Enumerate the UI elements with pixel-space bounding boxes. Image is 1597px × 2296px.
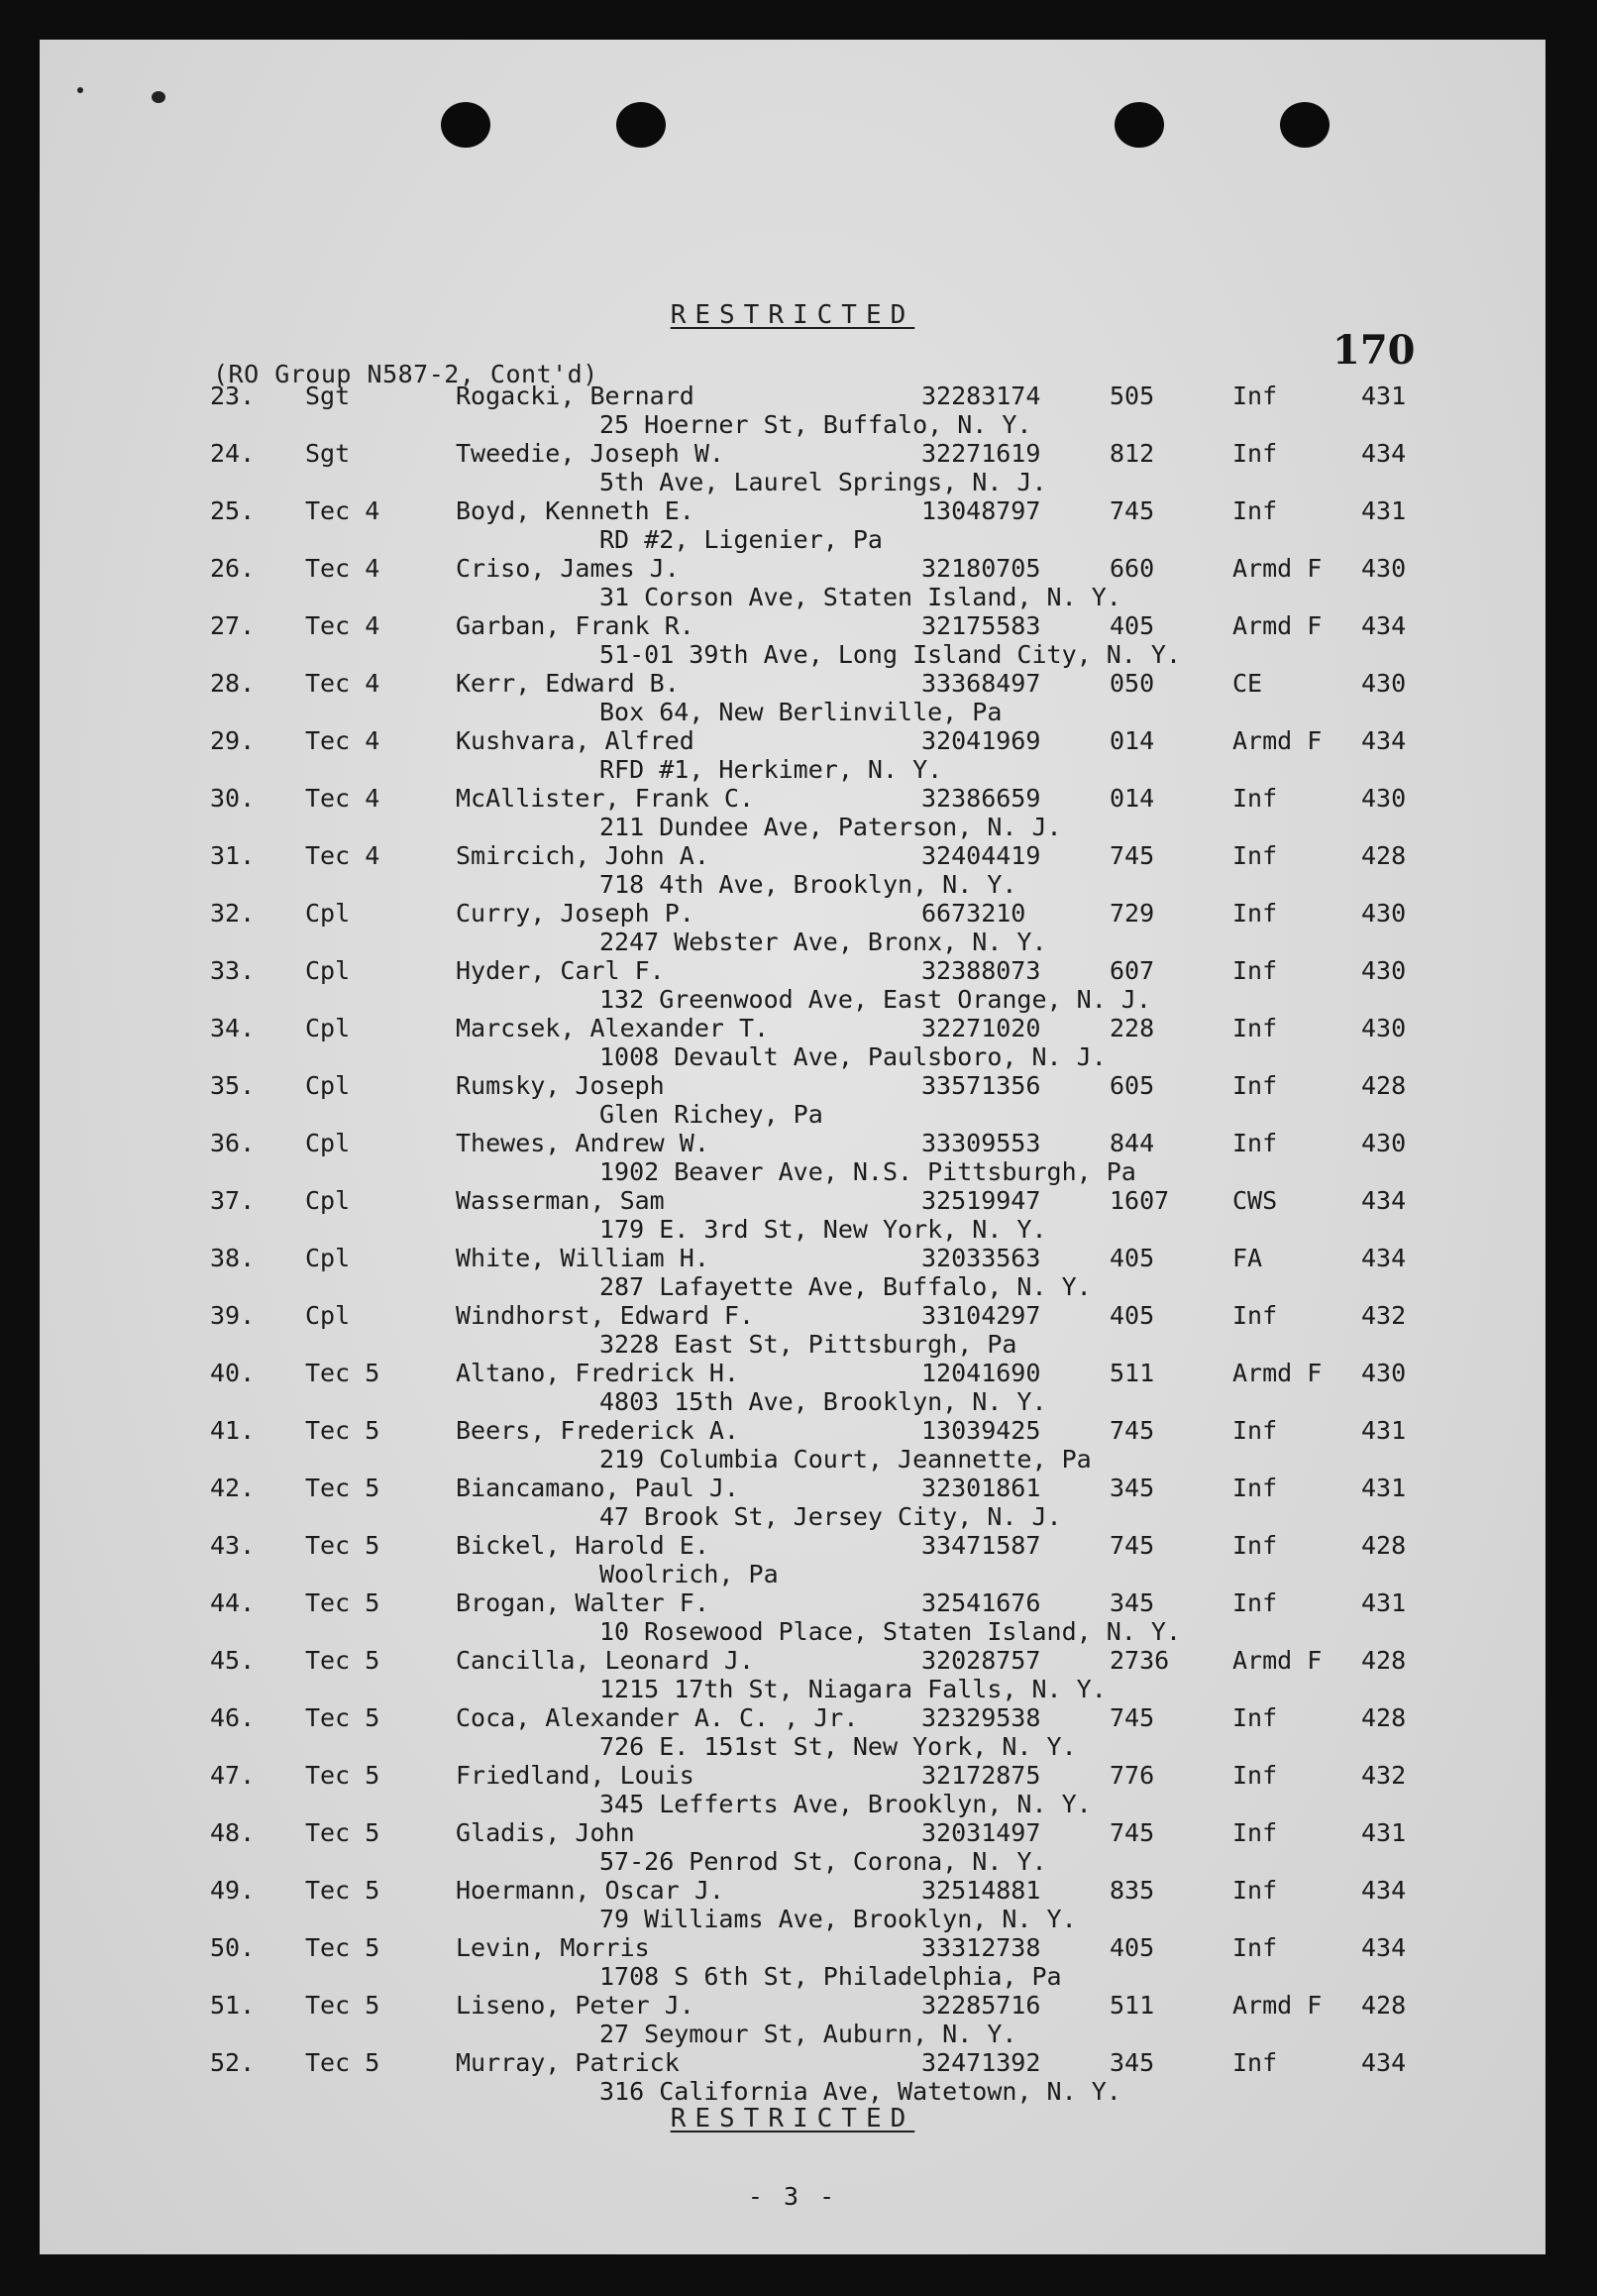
record-row [40, 382, 1545, 439]
address: 211 Dundee Ave, Paterson, N. J. [599, 813, 1062, 841]
record-number: 41. [210, 1416, 256, 1445]
record-number: 27. [210, 611, 256, 640]
arm-of-service: Armd F [1232, 611, 1323, 640]
address: 132 Greenwood Ave, East Orange, N. J. [599, 985, 1151, 1014]
name: Beers, Frederick A. [456, 1416, 739, 1445]
serial-number: 32285716 [921, 1991, 1041, 2020]
serial-number: 33368497 [921, 669, 1041, 698]
rank: Tec 4 [305, 784, 380, 813]
group-number: 431 [1361, 1588, 1407, 1617]
arm-of-service: Inf [1232, 1531, 1278, 1560]
group-number: 431 [1361, 382, 1407, 410]
rank: Tec 4 [305, 726, 380, 755]
arm-of-service: Inf [1232, 382, 1278, 410]
rank: Tec 5 [305, 1761, 380, 1790]
record-row [40, 1474, 1545, 1531]
specialty-code: 776 [1110, 1761, 1155, 1790]
document-page [40, 40, 1545, 2254]
classification-footer: RESTRICTED [670, 2104, 915, 2133]
address: 31 Corson Ave, Staten Island, N. Y. [599, 583, 1121, 611]
record-row [40, 1933, 1545, 1991]
specialty-code: 745 [1110, 1703, 1155, 1732]
rank: Cpl [305, 1129, 351, 1157]
rank: Tec 5 [305, 1933, 380, 1962]
rank: Tec 5 [305, 1876, 380, 1905]
address: 718 4th Ave, Brooklyn, N. Y. [599, 870, 1017, 899]
group-number: 430 [1361, 1129, 1407, 1157]
specialty-code: 405 [1110, 1244, 1155, 1272]
name: Garban, Frank R. [456, 611, 694, 640]
rank: Sgt [305, 439, 351, 468]
name: Hyder, Carl F. [456, 956, 665, 985]
serial-number: 13048797 [921, 496, 1041, 525]
group-number: 430 [1361, 956, 1407, 985]
group-number: 431 [1361, 1474, 1407, 1502]
punch-hole [1280, 102, 1330, 148]
arm-of-service: Inf [1232, 1876, 1278, 1905]
rank: Tec 5 [305, 1359, 380, 1387]
serial-number: 33104297 [921, 1301, 1041, 1330]
name: Boyd, Kenneth E. [456, 496, 694, 525]
address: Glen Richey, Pa [599, 1100, 823, 1129]
record-row [40, 554, 1545, 611]
record-row [40, 841, 1545, 899]
serial-number: 32386659 [921, 784, 1041, 813]
serial-number: 12041690 [921, 1359, 1041, 1387]
group-number: 432 [1361, 1761, 1407, 1790]
address: 179 E. 3rd St, New York, N. Y. [599, 1215, 1047, 1244]
address: 2247 Webster Ave, Bronx, N. Y. [599, 928, 1047, 956]
address: RFD #1, Herkimer, N. Y. [599, 755, 943, 784]
group-heading: (RO Group N587-2, Cont'd) [213, 360, 598, 388]
arm-of-service: Inf [1232, 1071, 1278, 1100]
record-number: 48. [210, 1818, 256, 1847]
rank: Tec 4 [305, 496, 380, 525]
record-number: 40. [210, 1359, 256, 1387]
group-number: 430 [1361, 899, 1407, 928]
record-row [40, 2048, 1545, 2106]
address: Box 64, New Berlinville, Pa [599, 698, 1003, 726]
rank: Tec 4 [305, 611, 380, 640]
record-number: 23. [210, 382, 256, 410]
record-row [40, 1301, 1545, 1359]
group-number: 428 [1361, 1646, 1407, 1675]
arm-of-service: Inf [1232, 1818, 1278, 1847]
rank: Cpl [305, 1301, 351, 1330]
address: 79 Williams Ave, Brooklyn, N. Y. [599, 1905, 1077, 1933]
serial-number: 32283174 [921, 382, 1041, 410]
name: Thewes, Andrew W. [456, 1129, 709, 1157]
record-number: 29. [210, 726, 256, 755]
arm-of-service: Armd F [1232, 1359, 1323, 1387]
name: Gladis, John [456, 1818, 635, 1847]
rank: Tec 5 [305, 1991, 380, 2020]
arm-of-service: Inf [1232, 1933, 1278, 1962]
arm-of-service: Inf [1232, 2048, 1278, 2077]
rank: Tec 4 [305, 554, 380, 583]
punch-hole [441, 102, 490, 148]
specialty-code: 607 [1110, 956, 1155, 985]
record-number: 51. [210, 1991, 256, 2020]
name: Coca, Alexander A. C. , Jr. [456, 1703, 859, 1732]
record-row [40, 1244, 1545, 1301]
group-number: 431 [1361, 496, 1407, 525]
address: 219 Columbia Court, Jeannette, Pa [599, 1445, 1092, 1474]
serial-number: 32041969 [921, 726, 1041, 755]
record-number: 52. [210, 2048, 256, 2077]
specialty-code: 345 [1110, 1474, 1155, 1502]
arm-of-service: CWS [1232, 1186, 1278, 1215]
specialty-code: 745 [1110, 496, 1155, 525]
ink-speck [152, 91, 165, 103]
record-number: 25. [210, 496, 256, 525]
serial-number: 32172875 [921, 1761, 1041, 1790]
address: 726 E. 151st St, New York, N. Y. [599, 1732, 1077, 1761]
serial-number: 32471392 [921, 2048, 1041, 2077]
record-number: 33. [210, 956, 256, 985]
record-row [40, 669, 1545, 726]
serial-number: 32180705 [921, 554, 1041, 583]
serial-number: 6673210 [921, 899, 1026, 928]
specialty-code: 844 [1110, 1129, 1155, 1157]
name: Friedland, Louis [456, 1761, 694, 1790]
serial-number: 32329538 [921, 1703, 1041, 1732]
group-number: 434 [1361, 726, 1407, 755]
serial-number: 32175583 [921, 611, 1041, 640]
record-row [40, 1359, 1545, 1416]
name: White, William H. [456, 1244, 709, 1272]
name: Kushvara, Alfred [456, 726, 694, 755]
rank: Cpl [305, 956, 351, 985]
serial-number: 33471587 [921, 1531, 1041, 1560]
address: 1008 Devault Ave, Paulsboro, N. J. [599, 1042, 1107, 1071]
group-number: 430 [1361, 784, 1407, 813]
record-number: 35. [210, 1071, 256, 1100]
serial-number: 32514881 [921, 1876, 1041, 1905]
group-number: 434 [1361, 611, 1407, 640]
group-number: 434 [1361, 1244, 1407, 1272]
specialty-code: 745 [1110, 1416, 1155, 1445]
record-row [40, 726, 1545, 784]
serial-number: 32028757 [921, 1646, 1041, 1675]
group-number: 434 [1361, 439, 1407, 468]
arm-of-service: Armd F [1232, 554, 1323, 583]
name: Hoermann, Oscar J. [456, 1876, 724, 1905]
rank: Sgt [305, 382, 351, 410]
rank: Tec 5 [305, 1818, 380, 1847]
record-row [40, 1876, 1545, 1933]
specialty-code: 605 [1110, 1071, 1155, 1100]
name: Liseno, Peter J. [456, 1991, 694, 2020]
record-number: 42. [210, 1474, 256, 1502]
arm-of-service: Inf [1232, 841, 1278, 870]
address: 5th Ave, Laurel Springs, N. J. [599, 468, 1047, 496]
address: 51-01 39th Ave, Long Island City, N. Y. [599, 640, 1181, 669]
name: Windhorst, Edward F. [456, 1301, 755, 1330]
specialty-code: 1607 [1110, 1186, 1170, 1215]
arm-of-service: Inf [1232, 439, 1278, 468]
record-row [40, 1761, 1545, 1818]
serial-number: 33309553 [921, 1129, 1041, 1157]
group-number: 434 [1361, 2048, 1407, 2077]
rank: Tec 5 [305, 2048, 380, 2077]
footer-page-number: - 3 - [747, 2182, 838, 2211]
record-number: 28. [210, 669, 256, 698]
arm-of-service: Armd F [1232, 726, 1323, 755]
record-row [40, 611, 1545, 669]
serial-number: 32541676 [921, 1588, 1041, 1617]
address: 57-26 Penrod St, Corona, N. Y. [599, 1847, 1047, 1876]
specialty-code: 345 [1110, 1588, 1155, 1617]
record-number: 47. [210, 1761, 256, 1790]
serial-number: 32519947 [921, 1186, 1041, 1215]
address: 316 California Ave, Watetown, N. Y. [599, 2077, 1121, 2106]
record-number: 49. [210, 1876, 256, 1905]
record-row [40, 1588, 1545, 1646]
arm-of-service: Inf [1232, 496, 1278, 525]
group-number: 430 [1361, 1359, 1407, 1387]
group-number: 434 [1361, 1933, 1407, 1962]
record-number: 24. [210, 439, 256, 468]
record-row [40, 1071, 1545, 1129]
address: 47 Brook St, Jersey City, N. J. [599, 1502, 1062, 1531]
specialty-code: 660 [1110, 554, 1155, 583]
address: 1215 17th St, Niagara Falls, N. Y. [599, 1675, 1107, 1703]
address: 3228 East St, Pittsburgh, Pa [599, 1330, 1017, 1359]
serial-number: 32033563 [921, 1244, 1041, 1272]
record-number: 44. [210, 1588, 256, 1617]
specialty-code: 405 [1110, 611, 1155, 640]
record-number: 45. [210, 1646, 256, 1675]
address: Woolrich, Pa [599, 1560, 779, 1588]
arm-of-service: Inf [1232, 784, 1278, 813]
record-row [40, 496, 1545, 554]
arm-of-service: Inf [1232, 1301, 1278, 1330]
arm-of-service: Inf [1232, 956, 1278, 985]
specialty-code: 2736 [1110, 1646, 1170, 1675]
serial-number: 33312738 [921, 1933, 1041, 1962]
rank: Tec 5 [305, 1474, 380, 1502]
record-row [40, 1186, 1545, 1244]
record-number: 37. [210, 1186, 256, 1215]
address: 1708 S 6th St, Philadelphia, Pa [599, 1962, 1062, 1991]
rank: Tec 4 [305, 841, 380, 870]
record-row [40, 899, 1545, 956]
arm-of-service: Inf [1232, 1588, 1278, 1617]
record-row [40, 439, 1545, 496]
arm-of-service: Armd F [1232, 1991, 1323, 2020]
specialty-code: 014 [1110, 726, 1155, 755]
name: Marcsek, Alexander T. [456, 1014, 770, 1042]
rank: Cpl [305, 899, 351, 928]
record-row [40, 1416, 1545, 1474]
specialty-code: 050 [1110, 669, 1155, 698]
specialty-code: 014 [1110, 784, 1155, 813]
group-number: 428 [1361, 1531, 1407, 1560]
group-number: 430 [1361, 554, 1407, 583]
punch-hole [1115, 102, 1164, 148]
classification-header: RESTRICTED [670, 300, 915, 330]
address: 345 Lefferts Ave, Brooklyn, N. Y. [599, 1790, 1092, 1818]
serial-number: 32031497 [921, 1818, 1041, 1847]
group-number: 434 [1361, 1186, 1407, 1215]
rank: Tec 5 [305, 1588, 380, 1617]
name: Tweedie, Joseph W. [456, 439, 724, 468]
name: Cancilla, Leonard J. [456, 1646, 755, 1675]
arm-of-service: CE [1232, 669, 1263, 698]
arm-of-service: Inf [1232, 899, 1278, 928]
record-row [40, 1014, 1545, 1071]
group-number: 428 [1361, 841, 1407, 870]
specialty-code: 745 [1110, 841, 1155, 870]
address: RD #2, Ligenier, Pa [599, 525, 883, 554]
group-number: 430 [1361, 1014, 1407, 1042]
arm-of-service: Armd F [1232, 1646, 1323, 1675]
record-number: 34. [210, 1014, 256, 1042]
name: McAllister, Frank C. [456, 784, 755, 813]
name: Biancamano, Paul J. [456, 1474, 739, 1502]
specialty-code: 511 [1110, 1991, 1155, 2020]
specialty-code: 729 [1110, 899, 1155, 928]
rank: Tec 4 [305, 669, 380, 698]
serial-number: 32271020 [921, 1014, 1041, 1042]
specialty-code: 228 [1110, 1014, 1155, 1042]
name: Brogan, Walter F. [456, 1588, 709, 1617]
record-row [40, 1129, 1545, 1186]
group-number: 430 [1361, 669, 1407, 698]
group-number: 432 [1361, 1301, 1407, 1330]
arm-of-service: Inf [1232, 1703, 1278, 1732]
arm-of-service: Inf [1232, 1014, 1278, 1042]
arm-of-service: Inf [1232, 1129, 1278, 1157]
name: Murray, Patrick [456, 2048, 680, 2077]
serial-number: 33571356 [921, 1071, 1041, 1100]
serial-number: 32271619 [921, 439, 1041, 468]
group-number: 431 [1361, 1818, 1407, 1847]
record-number: 32. [210, 899, 256, 928]
name: Wasserman, Sam [456, 1186, 665, 1215]
record-number: 36. [210, 1129, 256, 1157]
group-number: 428 [1361, 1991, 1407, 2020]
arm-of-service: Inf [1232, 1474, 1278, 1502]
address: 4803 15th Ave, Brooklyn, N. Y. [599, 1387, 1047, 1416]
group-number: 434 [1361, 1876, 1407, 1905]
record-row [40, 956, 1545, 1014]
page-number: 170 [1332, 327, 1416, 374]
name: Altano, Fredrick H. [456, 1359, 739, 1387]
rank: Cpl [305, 1014, 351, 1042]
serial-number: 32404419 [921, 841, 1041, 870]
record-row [40, 784, 1545, 841]
specialty-code: 745 [1110, 1531, 1155, 1560]
specialty-code: 405 [1110, 1933, 1155, 1962]
record-number: 39. [210, 1301, 256, 1330]
serial-number: 32388073 [921, 956, 1041, 985]
specialty-code: 835 [1110, 1876, 1155, 1905]
address: 1902 Beaver Ave, N.S. Pittsburgh, Pa [599, 1157, 1136, 1186]
name: Rumsky, Joseph [456, 1071, 665, 1100]
address: 25 Hoerner St, Buffalo, N. Y. [599, 410, 1032, 439]
name: Rogacki, Bernard [456, 382, 694, 410]
address: 287 Lafayette Ave, Buffalo, N. Y. [599, 1272, 1092, 1301]
rank: Tec 5 [305, 1646, 380, 1675]
record-row [40, 1991, 1545, 2048]
specialty-code: 745 [1110, 1818, 1155, 1847]
rank: Tec 5 [305, 1703, 380, 1732]
record-row [40, 1646, 1545, 1703]
rank: Tec 5 [305, 1416, 380, 1445]
specialty-code: 405 [1110, 1301, 1155, 1330]
group-number: 428 [1361, 1071, 1407, 1100]
specialty-code: 812 [1110, 439, 1155, 468]
arm-of-service: Inf [1232, 1416, 1278, 1445]
record-number: 26. [210, 554, 256, 583]
rank: Cpl [305, 1186, 351, 1215]
record-number: 50. [210, 1933, 256, 1962]
record-number: 43. [210, 1531, 256, 1560]
name: Criso, James J. [456, 554, 680, 583]
name: Kerr, Edward B. [456, 669, 680, 698]
address: 27 Seymour St, Auburn, N. Y. [599, 2020, 1017, 2048]
serial-number: 13039425 [921, 1416, 1041, 1445]
specialty-code: 511 [1110, 1359, 1155, 1387]
record-row [40, 1703, 1545, 1761]
arm-of-service: Inf [1232, 1761, 1278, 1790]
address: 10 Rosewood Place, Staten Island, N. Y. [599, 1617, 1181, 1646]
record-number: 30. [210, 784, 256, 813]
group-number: 431 [1361, 1416, 1407, 1445]
record-row [40, 1818, 1545, 1876]
name: Levin, Morris [456, 1933, 650, 1962]
group-number: 428 [1361, 1703, 1407, 1732]
name: Curry, Joseph P. [456, 899, 694, 928]
arm-of-service: FA [1232, 1244, 1263, 1272]
rank: Cpl [305, 1071, 351, 1100]
rank: Tec 5 [305, 1531, 380, 1560]
specialty-code: 345 [1110, 2048, 1155, 2077]
punch-hole [616, 102, 666, 148]
record-number: 31. [210, 841, 256, 870]
name: Smircich, John A. [456, 841, 709, 870]
specialty-code: 505 [1110, 382, 1155, 410]
record-number: 38. [210, 1244, 256, 1272]
record-row [40, 1531, 1545, 1588]
ink-speck [77, 87, 83, 93]
name: Bickel, Harold E. [456, 1531, 709, 1560]
record-number: 46. [210, 1703, 256, 1732]
serial-number: 32301861 [921, 1474, 1041, 1502]
rank: Cpl [305, 1244, 351, 1272]
